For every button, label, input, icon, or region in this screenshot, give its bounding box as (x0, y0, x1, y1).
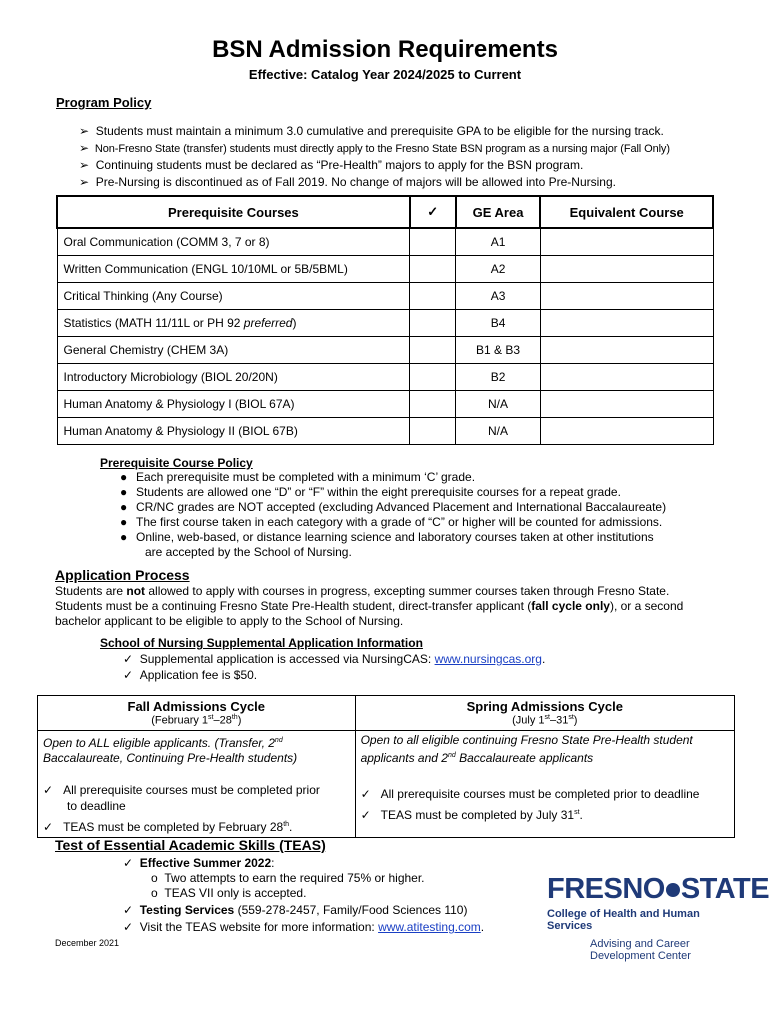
spring-cycle-header: Spring Admissions Cycle (July 1st–31st) (355, 696, 734, 731)
table-row: Written Communication (ENGL 10/10ML or 5B/5BML) A2 (57, 255, 713, 282)
arrow-bullet-icon: ➢ (79, 158, 90, 172)
col-header-check: ✓ (410, 196, 456, 228)
check-icon: ✓ (123, 856, 134, 870)
arrow-bullet-icon: ➢ (79, 141, 89, 155)
table-row: General Chemistry (CHEM 3A) B1 & B3 (57, 336, 713, 363)
footer-date: December 2021 (55, 938, 120, 948)
check-icon: ✓ (123, 652, 134, 666)
check-icon: ✓ (360, 808, 371, 822)
list-item: ● The first course taken in each category with a grade of “C” or higher will be counted for admissions. (120, 515, 663, 529)
check-icon: ✓ (123, 920, 134, 934)
fall-cycle-details: Open to ALL eligible applicants. (Transfer, 2nd Baccalaureate, Continuing Pre-Health students) ✓ All prerequisite courses must be completed prior to deadline ✓ TEAS must be completed by February 28th. (38, 731, 356, 838)
table-row: Oral Communication (COMM 3, 7 or 8) A1 (57, 228, 713, 255)
bullet-icon: ● (120, 500, 128, 514)
fresno-state-logo: FRESNO STATE College of Health and Human Services Advising and Career Development Center (547, 873, 770, 962)
col-header-equivalent: Equivalent Course (540, 196, 713, 228)
prereq-policy-heading: Prerequisite Course Policy (100, 456, 253, 470)
prerequisite-table (56, 195, 714, 445)
sub-list-item: o Two attempts to earn the required 75% or higher. (151, 871, 425, 885)
table-header-row (57, 196, 713, 228)
list-item-continued: are accepted by the School of Nursing. (145, 545, 352, 559)
spring-cycle-details: Open to all eligible continuing Fresno State Pre-Health student applicants and 2nd Baccalaureate applicants ✓ All prerequisite courses must be completed prior to deadline ✓ TEAS must be completed by July 31st. (355, 731, 734, 838)
atitesting-link[interactable]: www.atitesting.com (378, 920, 481, 934)
table-row: Human Anatomy & Physiology I (BIOL 67A) N/A (57, 390, 713, 417)
page-title: BSN Admission Requirements (212, 36, 558, 63)
list-item: ✓ Visit the TEAS website for more information: www.atitesting.com. (123, 920, 485, 934)
list-item: ✓ Effective Summer 2022: (123, 856, 275, 870)
sub-list-item: o TEAS VII only is accepted. (151, 886, 307, 900)
supplemental-heading: School of Nursing Supplemental Application Information (100, 636, 423, 650)
arrow-bullet-icon: ➢ (79, 175, 90, 189)
application-text-2: Students must be a continuing Fresno State Pre-Health student, direct-transfer applicant (fall cycle only), or a second (55, 599, 684, 613)
list-item: ➢ Pre-Nursing is discontinued as of Fall 2019. No change of majors will be allowed into Pre-Nursing. (79, 175, 616, 189)
list-item: ● Each prerequisite must be completed with a minimum ‘C’ grade. (120, 470, 476, 484)
bullet-icon: ● (120, 470, 128, 484)
check-icon: ✓ (360, 787, 371, 801)
list-item: ● Online, web-based, or distance learning science and laboratory courses taken at other institutions (120, 530, 654, 544)
circle-bullet-icon: o (151, 886, 158, 900)
list-item: ● CR/NC grades are NOT accepted (excluding Advanced Placement and International Baccalaureate) (120, 500, 667, 514)
bulldog-paw-icon (666, 883, 680, 897)
admission-cycles-table (37, 695, 735, 838)
list-item: ● Students are allowed one “D” or “F” within the eight prerequisite courses for a repeat grade. (120, 485, 621, 499)
check-icon: ✓ (43, 783, 54, 797)
fall-cycle-header: Fall Admissions Cycle (February 1st–28th) (38, 696, 356, 731)
list-item: ✓ Testing Services (559-278-2457, Family/Food Sciences 110) (123, 903, 468, 917)
list-item: ➢ Students must maintain a minimum 3.0 cumulative and prerequisite GPA to be eligible for the nursing track. (79, 124, 664, 138)
check-icon: ✓ (123, 668, 134, 682)
application-text-3: bachelor applicant to be eligible to apply to the School of Nursing. (55, 614, 404, 628)
check-icon: ✓ (43, 820, 54, 834)
program-policy-heading: Program Policy (56, 95, 152, 110)
list-item: ➢ Continuing students must be declared as “Pre-Health” majors to apply for the BSN program. (79, 158, 584, 172)
col-header-course: Prerequisite Courses (57, 196, 410, 228)
bullet-icon: ● (120, 485, 128, 499)
list-item: ➢ Non-Fresno State (transfer) students must directly apply to the Fresno State BSN program as a nursing major (Fall Only) (79, 141, 670, 155)
check-icon: ✓ (123, 903, 134, 917)
application-heading: Application Process (55, 567, 190, 583)
nursingcas-link[interactable]: www.nursingcas.org (434, 652, 542, 666)
table-row: Introductory Microbiology (BIOL 20/20N) B2 (57, 363, 713, 390)
table-row: Statistics (MATH 11/11L or PH 92 preferred) B4 (57, 309, 713, 336)
teas-heading: Test of Essential Academic Skills (TEAS) (55, 837, 326, 853)
table-row: Human Anatomy & Physiology II (BIOL 67B) N/A (57, 417, 713, 444)
application-text-1: Students are not allowed to apply with courses in progress, excepting summer courses taken through Fresno State. (55, 584, 670, 598)
list-item: ✓ Supplemental application is accessed via NursingCAS: www.nursingcas.org. (123, 652, 546, 666)
circle-bullet-icon: o (151, 871, 158, 885)
list-item: ✓ Application fee is $50. (123, 668, 258, 682)
bullet-icon: ● (120, 515, 128, 529)
col-header-ge: GE Area (456, 196, 541, 228)
arrow-bullet-icon: ➢ (79, 124, 90, 138)
page-subtitle: Effective: Catalog Year 2024/2025 to Current (248, 67, 522, 82)
table-row: Critical Thinking (Any Course) A3 (57, 282, 713, 309)
bullet-icon: ● (120, 530, 128, 544)
